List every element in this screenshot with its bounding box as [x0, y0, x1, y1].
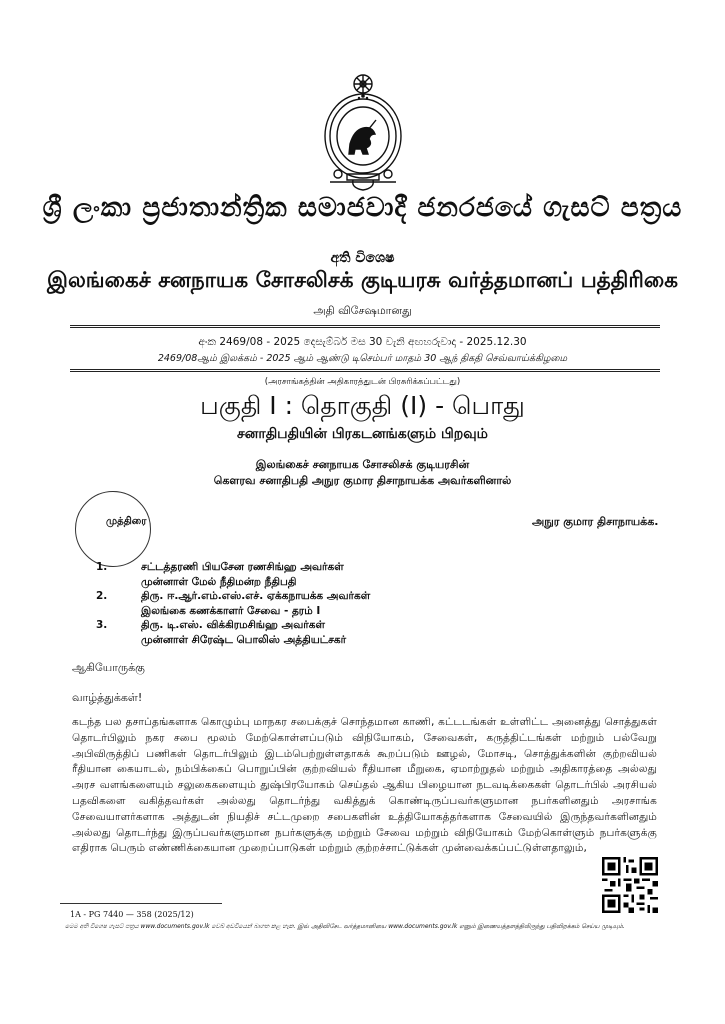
salutation: ஆகியோருக்கு [72, 661, 145, 674]
gazette-title-tamil: இலங்கைச் சனநாயக சோசலிசக் குடியரசு வர்த்தமானப் பத்திரிகை [47, 268, 678, 293]
addressee-designation: முன்னாள் சிரேஷ்ட பொலிஸ் அத்தியட்சகர் [141, 633, 347, 646]
body-paragraph: கடந்த பல தசாப்தங்களாக கொழும்பு மாநகர சபைக்குச் சொந்தமான காணி, கட்டடங்கள் உள்ளிட்ட அனைத்து சொத்துகள் தொடர்பிலும் நகர சபை மூலம் மேற்கொள்ளப்படும் விநியோகம், சேவைகள், கருத்திட்டங்கள் மற்றும் பல்வேறு அபிவிருத்திப் பணிகள் தொடர்பிலும் இடம்பெற்றுள்ளதாகக் கூறப்படும் ஊழல், மோசடி, சொத்துக்களின் குற்றவியல் ரீதியான கையாடல், நம்பிக்கைப் பொறுப்பின் குற்றவியல் ரீதியான மீறுகை, ஏமாற்றுதல் மற்றும் அதிகாரத்தை அல்லது அரச வளங்களையும் சலுகைகளையும் துஷ்பிரயோகம் செய்தல் ஆகிய பிழையான நடவடிக்கைகள் தொடர்பில் அரசியல் பதவிகளை வகித்தவர்கள் அல்லது தொடர்ந்து வகித்துக் கொண்டிருப்பவர்களுமான நபர்களினதும் அரசாங்க சேவையாளர்களாக அத்துடன் நியதிச் சட்டமுறை சபைகளின் உத்தியோகத்தர்களாக சேவையில் இருந்தவர்களினதும் அல்லது தொடர்ந்து இருப்பவர்களுமான நபர்களுக்கு மற்றும் சேவை மற்றும் விநியோகம் மேற்கொள்ளும் நபர்களுக்கு எதிராக பெரும் எண்ணிக்கையான முறைப்பாடுகள் மற்றும் குற்றச்சாட்டுக்கள் முன்வைக்கப்பட்டுள்ளதாலும், [72, 715, 657, 855]
qr-code-icon [602, 857, 658, 913]
addressee-name: சட்டத்தரணி பியசேன ரணசிங்ஹ அவர்கள் [141, 561, 344, 573]
addressee-title [96, 633, 576, 648]
seal-circle [75, 491, 151, 567]
issuer-line-1: இலங்கைச் சனநாயக சோசலிசக் குடியரசின் [255, 458, 470, 471]
divider [70, 327, 660, 328]
addressee-item [96, 589, 576, 604]
authority-note: (அரசாங்கத்தின் அதிகாரத்துடன் பிரசுரிக்கப்பட்டது) [264, 377, 461, 387]
part-subtitle: சனாதிபதியின் பிரகடனங்களும் பிறவும் [237, 426, 488, 442]
footer-divider [60, 903, 222, 904]
footer-website-note: මෙම අති විශෙෂ ගැසට් පත්‍රය www.documents.gov.lk වෙබ් අඩවියෙන් බාගත කළ හැක. இவ் அதிவிசேட வர்த்தமானியை www.documents.gov.lk எனும் இணையத்தளத்திலிருந்து பதிவிறக்கம் செய்ய முடியும். [65, 923, 625, 930]
addressee-number: 2. [96, 590, 108, 602]
addressee-title [96, 575, 576, 590]
addressee-item [96, 560, 576, 575]
addressee-list [96, 560, 576, 647]
addressee-number: 1. [96, 561, 108, 573]
divider [70, 325, 660, 326]
issuer-line-2: கௌரவ சனாதிபதி அநுர குமார திசாநாயக்க அவர்களினால் [213, 474, 512, 487]
addressee-title [96, 604, 576, 619]
signature-name: அநுர குமார திசாநாயக்க. [532, 515, 659, 528]
addressee-item [96, 618, 576, 633]
addressee-designation: முன்னாள் மேல் நீதிமன்ற நீதிபதி [141, 575, 297, 588]
addressee-name: திரு. ஈ.ஆர்.எம்.எஸ்.எச். ஏக்கநாயக்க அவர்கள் [141, 590, 371, 602]
seal-label: முத்திரை [106, 516, 147, 527]
gazette-subtitle-tamil: அதி விசேஷமானது [313, 304, 412, 317]
divider [70, 369, 660, 370]
addressee-name: திரு. டி.எஸ். விக்கிரமசிங்ஹ அவர்கள் [141, 619, 325, 631]
addressee-number: 3. [96, 619, 108, 631]
part-title: பகுதி I : தொகுதி (I) - பொது [200, 391, 525, 420]
divider [70, 371, 660, 372]
national-emblem-icon [320, 70, 406, 196]
footer-print-code: 1A - PG 7440 — 358 (2025/12) [70, 910, 194, 919]
gazette-subtitle-sinhala: අති විශෙෂ [330, 250, 395, 266]
issue-line-sinhala: අංක 2469/08 - 2025 දෙසැම්බර් මස 30 වැනි අඟහරුවාදා - 2025.12.30 [198, 336, 527, 348]
addressee-designation: இலங்கை கணக்காளர் சேவை - தரம் I [141, 604, 321, 617]
greeting: வாழ்த்துக்கள்! [72, 691, 143, 704]
gazette-title-sinhala: ශ්‍රී ලංකා ප්‍රජාතාන්ත්‍රික සමාජවාදී ජනරජයේ ගැසට් පත්‍රය [42, 192, 683, 223]
issue-line-tamil: 2469/08ஆம் இலக்கம் - 2025 ஆம் ஆண்டு டிசெம்பர் மாதம் 30 ஆந் திகதி செவ்வாய்க்கிழமை [157, 353, 568, 364]
